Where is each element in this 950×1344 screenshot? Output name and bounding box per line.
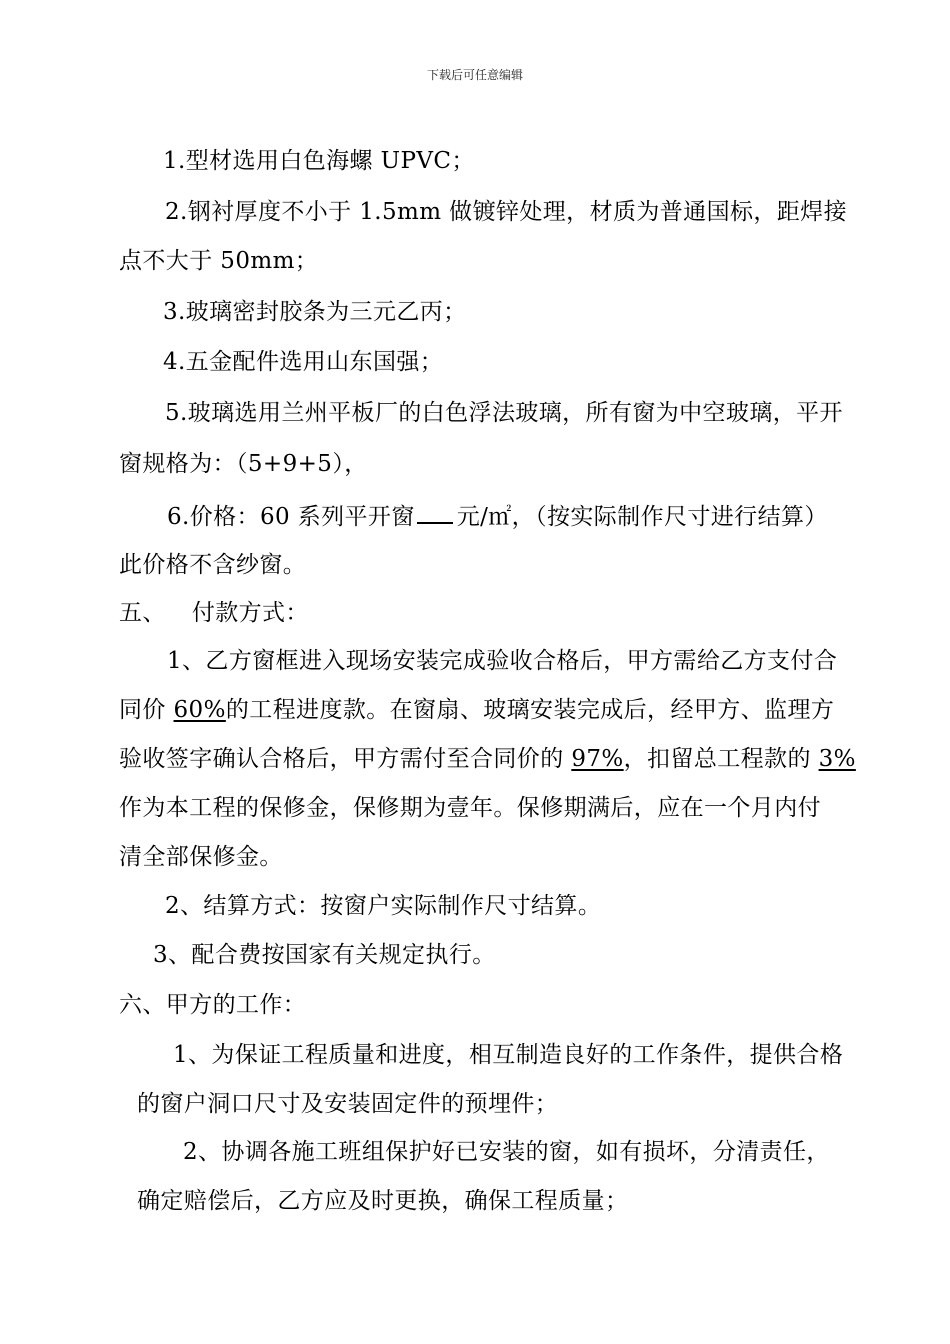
paragraph-line: 3.玻璃密封胶条为三元乙丙； — [163, 299, 467, 325]
percent-97: 97% — [571, 746, 624, 772]
paragraph-line: 确定赔偿后，乙方应及时更换，确保工程质量； — [137, 1188, 629, 1214]
page-header: 下载后可任意编辑 — [426, 68, 523, 82]
paragraph-line: 2、协调各施工班组保护好已安装的窗，如有损坏，分清责任， — [183, 1139, 830, 1165]
section-heading — [119, 598, 309, 628]
text-span: 验收签字确认合格后，甲方需付至合同价的 — [119, 746, 572, 772]
paragraph-line: 窗规格为：（5+9+5）， — [119, 451, 368, 477]
paragraph-line: 4.五金配件选用山东国强； — [163, 349, 444, 375]
paragraph-line: 清全部保修金。 — [119, 844, 283, 870]
section-title: 付款方式： — [191, 600, 309, 626]
percent-3: 3% — [818, 746, 856, 772]
percent-60: 60% — [173, 697, 226, 723]
paragraph-line: 点不大于 50mm； — [119, 248, 319, 274]
paragraph-line — [119, 744, 856, 774]
text-span: 的工程进度款。在窗扇、玻璃安装完成后，经甲方、监理方 — [225, 697, 835, 723]
paragraph-line: 1、乙方窗框进入现场安装完成验收合格后，甲方需给乙方支付合 — [167, 648, 838, 674]
text-span: 同价 — [119, 697, 174, 723]
paragraph-line: 3、配合费按国家有关规定执行。 — [153, 942, 496, 968]
section-heading: 六、甲方的工作： — [119, 992, 307, 1018]
paragraph-line: 作为本工程的保修金，保修期为壹年。保修期满后，应在一个月内付 — [119, 795, 821, 821]
paragraph-line: 1、为保证工程质量和进度，相互制造良好的工作条件，提供合格 — [173, 1042, 844, 1068]
paragraph-line: 2.钢衬厚度不小于 1.5mm 做镀锌处理，材质为普通国标，距焊接 — [165, 199, 847, 225]
price-blank — [417, 500, 453, 524]
price-line — [167, 500, 828, 532]
paragraph-line: 5.玻璃选用兰州平板厂的白色浮法玻璃，所有窗为中空玻璃，平开 — [165, 400, 843, 426]
price-unit: 元/㎡，（按实际制作尺寸进行结算） — [456, 504, 828, 530]
section-number: 五、 — [119, 600, 166, 626]
price-label: 6.价格：60 系列平开窗 — [167, 504, 415, 530]
paragraph-line: 2、结算方式：按窗户实际制作尺寸结算。 — [165, 893, 602, 919]
paragraph-line — [119, 695, 834, 725]
text-span: ，扣留总工程款的 — [623, 746, 819, 772]
paragraph-line: 此价格不含纱窗。 — [119, 552, 307, 578]
paragraph-line: 的窗户洞口尺寸及安装固定件的预埋件； — [137, 1091, 559, 1117]
paragraph-line: 1.型材选用白色海螺 UPVC； — [163, 148, 475, 174]
